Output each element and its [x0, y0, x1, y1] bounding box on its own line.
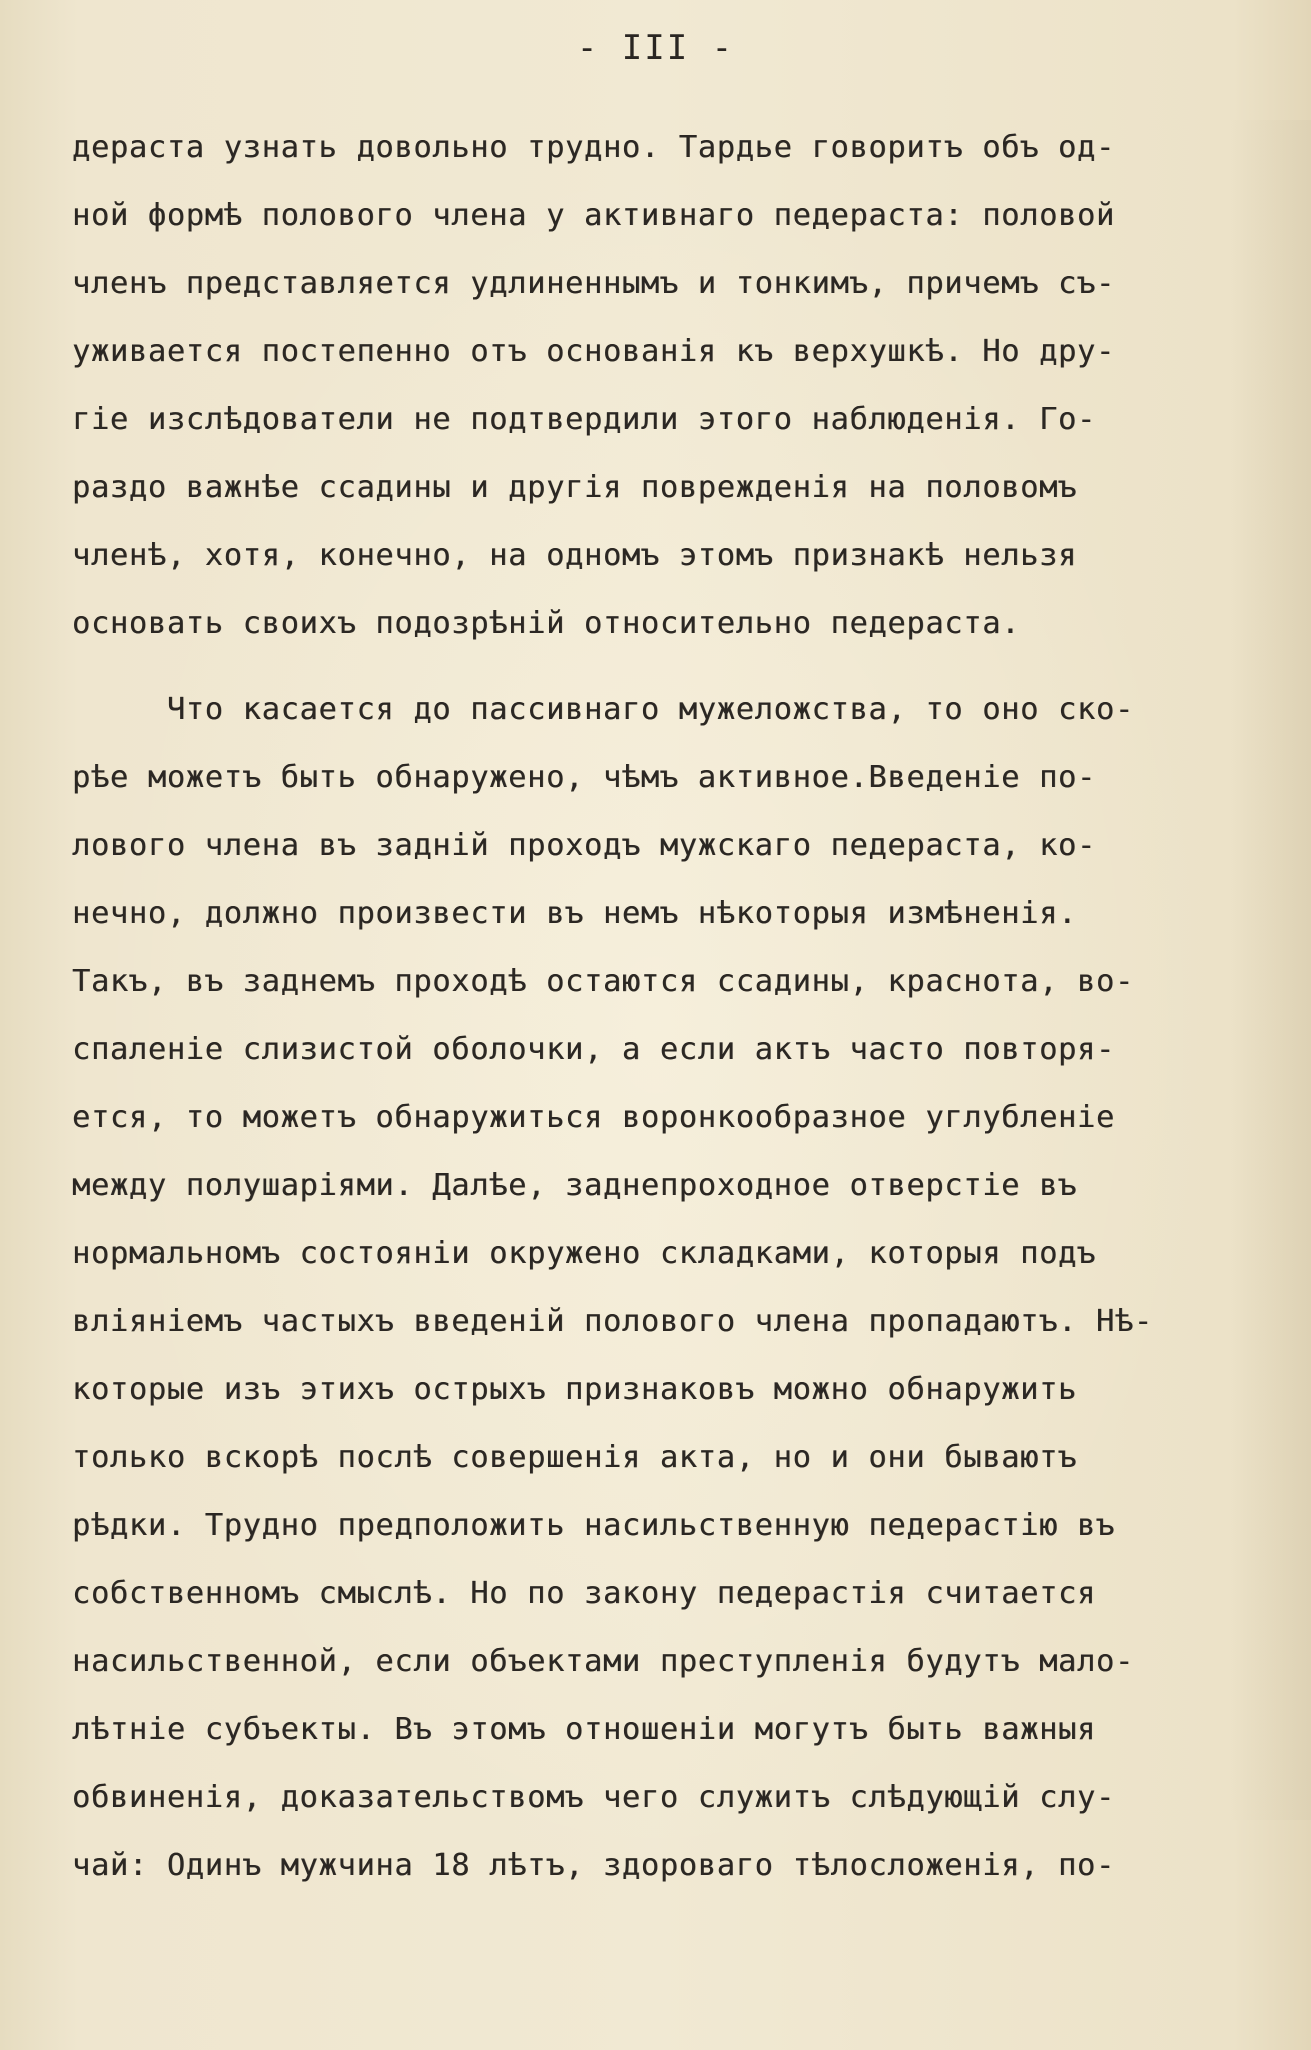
- text-line: чай: Одинъ мужчина 18 лѣтъ, здороваго тѣлосложенія, по-: [72, 1848, 1115, 1883]
- text-line: нормальномъ состояніи окружено складками, которыя подъ: [72, 1236, 1096, 1271]
- text-line: ной формѣ полового члена у активнаго педераста: половой: [72, 198, 1115, 233]
- text-line: спаленіе слизистой оболочки, а если актъ часто повторя-: [72, 1032, 1115, 1067]
- text-line: Что касается до пассивнаго мужеложства, то оно ско-: [72, 692, 1134, 727]
- text-line: членѣ, хотя, конечно, на одномъ этомъ признакѣ нельзя: [72, 538, 1078, 573]
- text-line: вліяніемъ частыхъ введеній полового члена пропадаютъ. Нѣ-: [72, 1304, 1153, 1339]
- text-line: дераста узнать довольно трудно. Тардье говоритъ объ од-: [72, 130, 1115, 165]
- text-line: между полушаріями. Далѣе, заднепроходное отверстіе въ: [72, 1168, 1078, 1203]
- text-line: уживается постепенно отъ основанія къ верхушкѣ. Но дру-: [72, 334, 1115, 369]
- text-line: насильственной, если объектами преступленія будутъ мало-: [72, 1644, 1134, 1679]
- text-line: нечно, должно произвести въ немъ нѣкоторыя измѣненія.: [72, 896, 1078, 931]
- text-line: основать своихъ подозрѣній относительно педераста.: [72, 606, 1021, 641]
- text-line: раздо важнѣе ссадины и другія поврежденія на половомъ: [72, 470, 1078, 505]
- paper-bleed-through: [1221, 120, 1311, 1820]
- text-line: обвиненія, доказательствомъ чего служитъ слѣдующій слу-: [72, 1780, 1115, 1815]
- text-line: лового члена въ задній проходъ мужскаго педераста, ко-: [72, 828, 1096, 863]
- text-line: собственномъ смыслѣ. Но по закону педерастія считается: [72, 1576, 1096, 1611]
- page-number: - III -: [576, 28, 735, 68]
- text-line: гіе изслѣдователи не подтвердили этого наблюденія. Го-: [72, 402, 1096, 437]
- text-line: рѣе можетъ быть обнаружено, чѣмъ активное.Введеніе по-: [72, 760, 1096, 795]
- text-line: рѣдки. Трудно предположить насильственную педерастію въ: [72, 1508, 1115, 1543]
- text-line: лѣтніе субъекты. Въ этомъ отношеніи могутъ быть важныя: [72, 1712, 1096, 1747]
- text-line: членъ представляется удлиненнымъ и тонкимъ, причемъ съ-: [72, 266, 1115, 301]
- text-line: Такъ, въ заднемъ проходѣ остаются ссадины, краснота, во-: [72, 964, 1134, 999]
- text-line: которые изъ этихъ острыхъ признаковъ можно обнаружить: [72, 1372, 1078, 1407]
- text-line: ется, то можетъ обнаружиться воронкообразное углубленіе: [72, 1100, 1115, 1135]
- text-line: только вскорѣ послѣ совершенія акта, но и они бываютъ: [72, 1440, 1078, 1475]
